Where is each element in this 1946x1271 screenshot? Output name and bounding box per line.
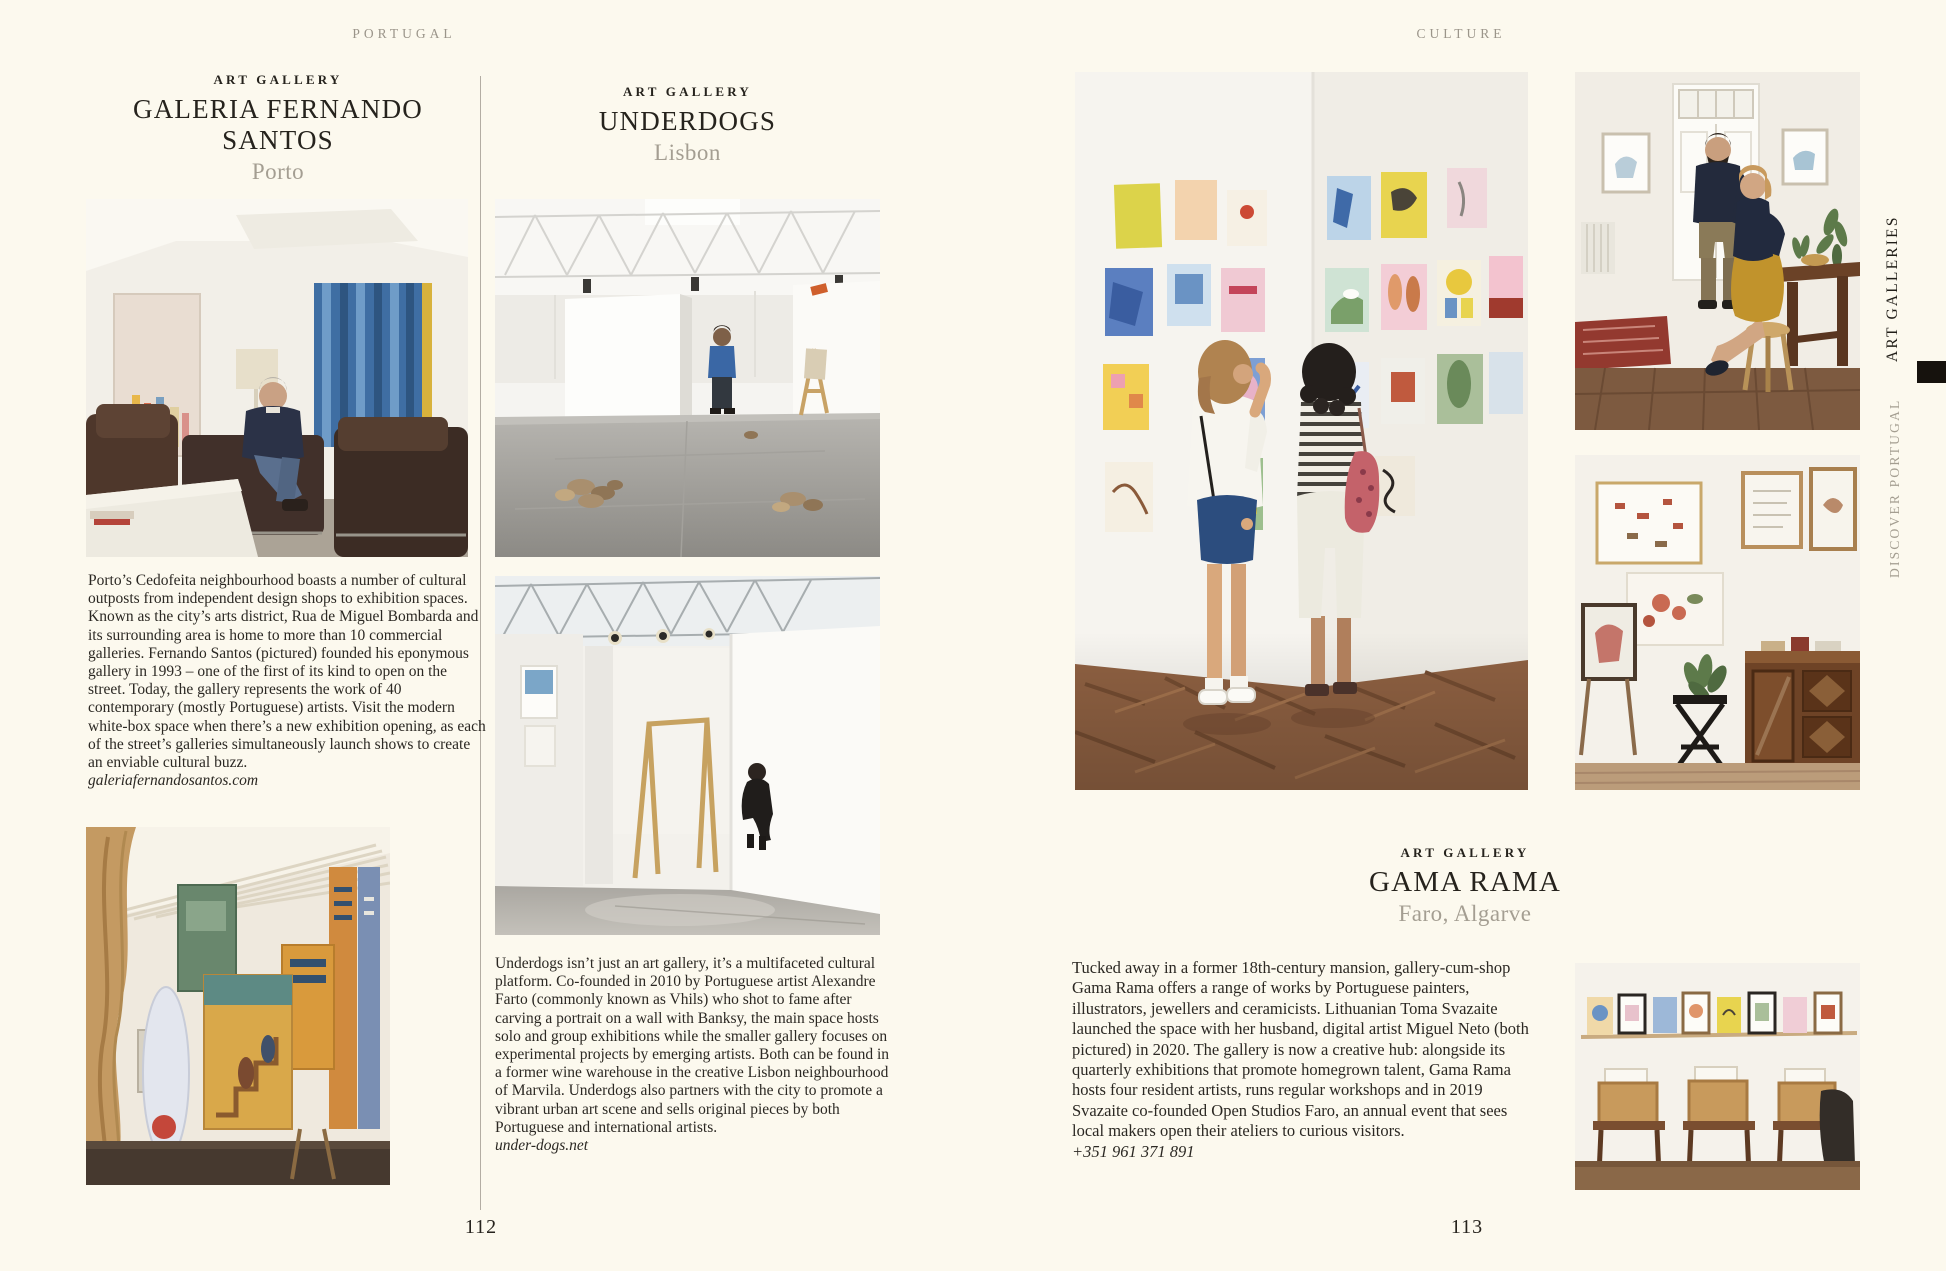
gallery-location-porto: Porto: [251, 159, 305, 184]
sidebar-chapter-discover-portugal: DISCOVER PORTUGAL: [1887, 398, 1902, 578]
gallery-website-url[interactable]: under-dogs.net: [495, 1137, 589, 1155]
photo-underdogs-frame-sculpture: [495, 576, 880, 935]
sidebar-section-art-galleries: ART GALLERIES: [1884, 215, 1901, 362]
category-label: ART GALLERY: [622, 84, 753, 99]
article-gama-rama-heading: [1263, 845, 1667, 927]
running-head-culture: CULTURE: [1416, 26, 1506, 41]
gallery-title-galeria-fernando-santos: GALERIA FERNANDO SANTOS: [133, 94, 423, 155]
sidebar-tab-marker: [1917, 361, 1946, 383]
photo-underdogs-warehouse: [495, 199, 880, 557]
photo-gama-rama-shop-crates: [1575, 963, 1860, 1190]
gallery-title-underdogs: UNDERDOGS: [598, 106, 777, 136]
paragraph: Porto’s Cedofeita neighbourhood boasts a number of cultural outposts from independent design shops to exhibition spaces. Known as the city’s arts district, Rua de Miguel Bombarda and its surrounding area is home to more than 10 commercial galleries. Fernando Santos (pictured) founded his eponymous gallery in 1993 – one of the first of its kind to open on the street. Today, the gallery represents the work of 40 contemporary (mostly Portuguese) artists. Visit the modern white-box space when there’s a new exhibition opening, as each of the street’s galleries simultaneously launch shows to create an enviable cultural buzz.: [88, 572, 486, 772]
gallery-location-faro-algarve: Faro, Algarve: [1398, 901, 1532, 926]
running-head-portugal: PORTUGAL: [352, 26, 456, 41]
paragraph: Underdogs isn’t just an art gallery, it’s a multifaceted cultural platform. Co-founded in 2010 by Portuguese artist Alexandre Farto (commonly known as Vhils) who shot to fame after carving a portrait on a wall with Banksy, the main space hosts solo and group exhibitions while the smaller gallery focuses on experimental projects by emerging artists. Both can be found in a former wine warehouse in the creative Lisbon neighbourhood of Marvila. Underdogs also partners with the city to promote a vibrant urban art scene and sells original pieces by both Portuguese and international artists.: [495, 955, 890, 1136]
photo-fernando-santos-portrait: [86, 199, 468, 557]
article-underdogs-heading: [495, 84, 880, 166]
gallery-website-url[interactable]: galeriafernandosantos.com: [88, 772, 259, 790]
page-number-left: 112: [464, 1216, 498, 1238]
article-galeria-body: [88, 572, 486, 790]
page-number-right: 113: [1450, 1216, 1484, 1238]
photo-gama-rama-visitors-print-wall: [1075, 72, 1528, 790]
paragraph: Tucked away in a former 18th-century mansion, gallery-cum-shop Gama Rama offers a range of works by Portuguese painters, illustrators, jewellers and ceramicists. Lithuanian Toma Svazaite launched the space with her husband, digital artist Miguel Neto (both pictured) in 2020. The gallery is now a creative hub: alongside its quarterly exhibitions that promote homegrown talent, Gama Rama hosts four resident artists, runs regular workshops and in 2019 Svazaite co-founded Open Studios Faro, an annual event that sees local makers open their ateliers to curious visitors.: [1072, 958, 1529, 1141]
gallery-location-lisbon: Lisbon: [654, 140, 721, 165]
article-underdogs-body: [495, 955, 891, 1155]
gallery-title-gama-rama: GAMA RAMA: [1368, 866, 1562, 898]
category-label: ART GALLERY: [213, 72, 343, 87]
photo-gama-rama-interior-cabinet: [1575, 455, 1860, 790]
photo-galeria-storage-canvases: [86, 827, 390, 1185]
article-galeria-heading: [86, 72, 470, 185]
category-label: ART GALLERY: [1400, 845, 1530, 860]
gallery-phone-number: +351 961 371 891: [1072, 1141, 1195, 1161]
photo-gama-rama-founders: [1575, 72, 1860, 430]
article-gama-rama-body: [1072, 958, 1534, 1162]
